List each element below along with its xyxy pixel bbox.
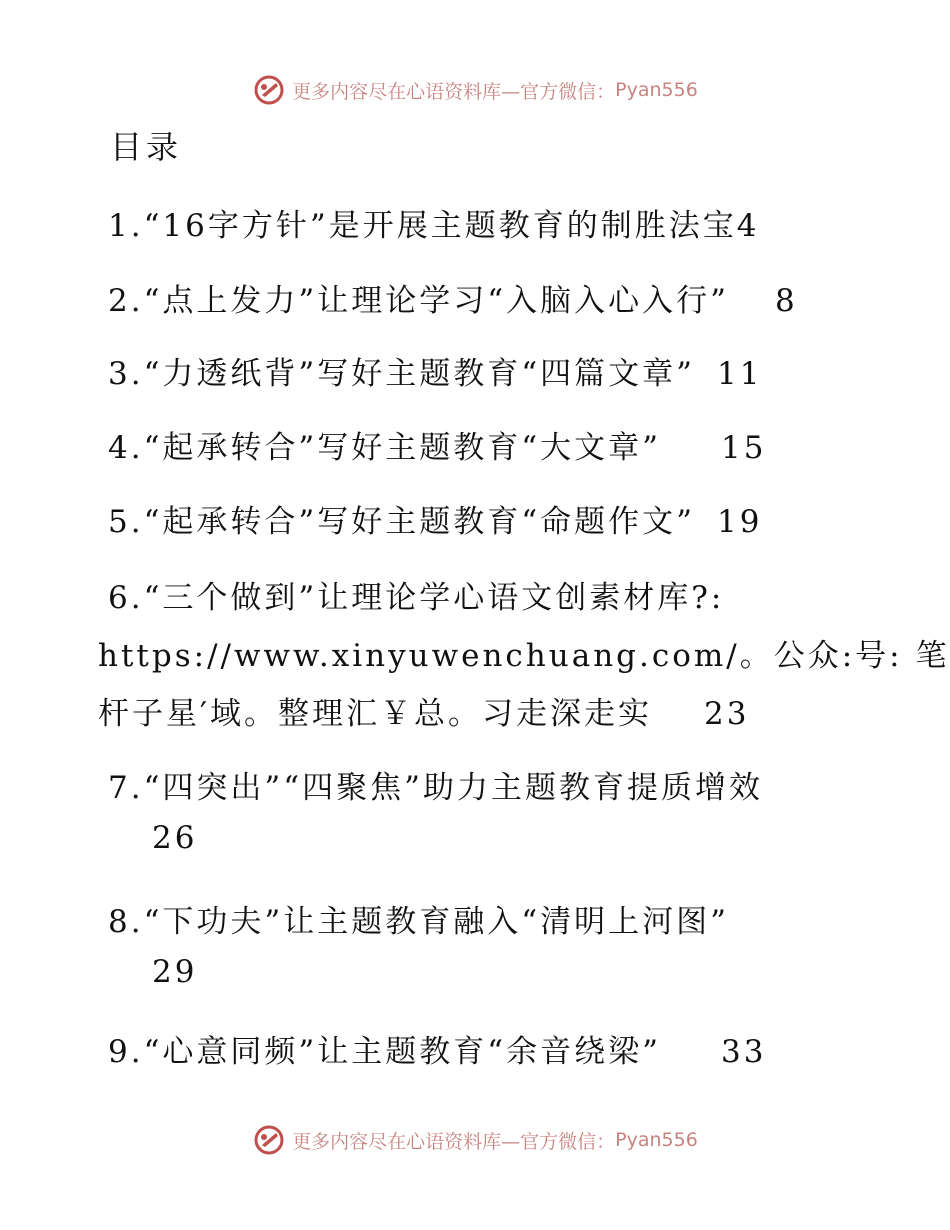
toc-item-page: 15 (720, 430, 767, 466)
toc-item-2[interactable] (108, 275, 798, 320)
toc-title: 目录 (110, 128, 183, 166)
toc-item-6-cont-1 (98, 630, 949, 675)
toc-item-9[interactable] (108, 1026, 766, 1071)
toc-item-8[interactable] (108, 896, 729, 941)
toc-item-7[interactable] (108, 762, 763, 807)
toc-item-text: 9.“心意同频”让主题教育“余音绕梁” (108, 1034, 661, 1070)
toc-item-text: 5.“起承转合”写好主题教育“命题作文” (108, 504, 695, 540)
toc-item-page: 11 (716, 356, 763, 392)
toc-item-text: 1.“16字方针”是开展主题教育的制胜法宝 (108, 208, 737, 244)
toc-item-6-cont-2 (98, 688, 750, 733)
toc-item-page: 8 (774, 283, 798, 319)
toc-item-8-page-line (152, 954, 197, 990)
xinyu-logo-icon (252, 73, 286, 107)
watermark-handle: Pyan556 (615, 1129, 698, 1151)
toc-item-text-cont: https://www.xinyuwenchuang.com/。公众:号: 笔 (98, 638, 950, 674)
toc-item-page: 23 (704, 696, 750, 732)
toc-item-text: 7.“四突出”“四聚焦”助力主题教育提质增效 (108, 770, 763, 806)
toc-item-text: 6.“三个做到”让理论学心语文创素材库?: (108, 580, 725, 616)
watermark-footer (0, 1120, 950, 1160)
toc-item-7-page-line (152, 820, 197, 856)
toc-item-text: 3.“力透纸背”写好主题教育“四篇文章” (108, 356, 695, 392)
xinyu-logo-icon (252, 1123, 286, 1157)
watermark-header (0, 70, 950, 110)
watermark-handle: Pyan556 (615, 79, 698, 101)
toc-item-5[interactable] (108, 496, 762, 541)
toc-item-6[interactable] (108, 572, 724, 617)
toc-item-page: 19 (716, 504, 763, 540)
toc-item-1[interactable] (108, 200, 759, 245)
toc-item-3[interactable] (108, 348, 762, 393)
toc-item-page: 26 (152, 820, 198, 856)
toc-item-page: 33 (720, 1034, 767, 1070)
toc-item-4[interactable] (108, 422, 766, 467)
watermark-text: 更多内容尽在心语资料库—官方微信： (292, 1130, 616, 1153)
toc-item-page: 29 (152, 954, 198, 990)
watermark-text: 更多内容尽在心语资料库—官方微信： (292, 80, 616, 103)
toc-item-text: 2.“点上发力”让理论学习“入脑入心入行” (108, 283, 729, 319)
toc-item-text: 4.“起承转合”写好主题教育“大文章” (108, 430, 661, 466)
toc-item-text: 8.“下功夫”让主题教育融入“清明上河图” (108, 904, 729, 940)
toc-item-text-cont: 杆子星′域。整理汇￥总。习走深走实 (98, 696, 653, 732)
toc-item-page: 4 (736, 208, 760, 244)
